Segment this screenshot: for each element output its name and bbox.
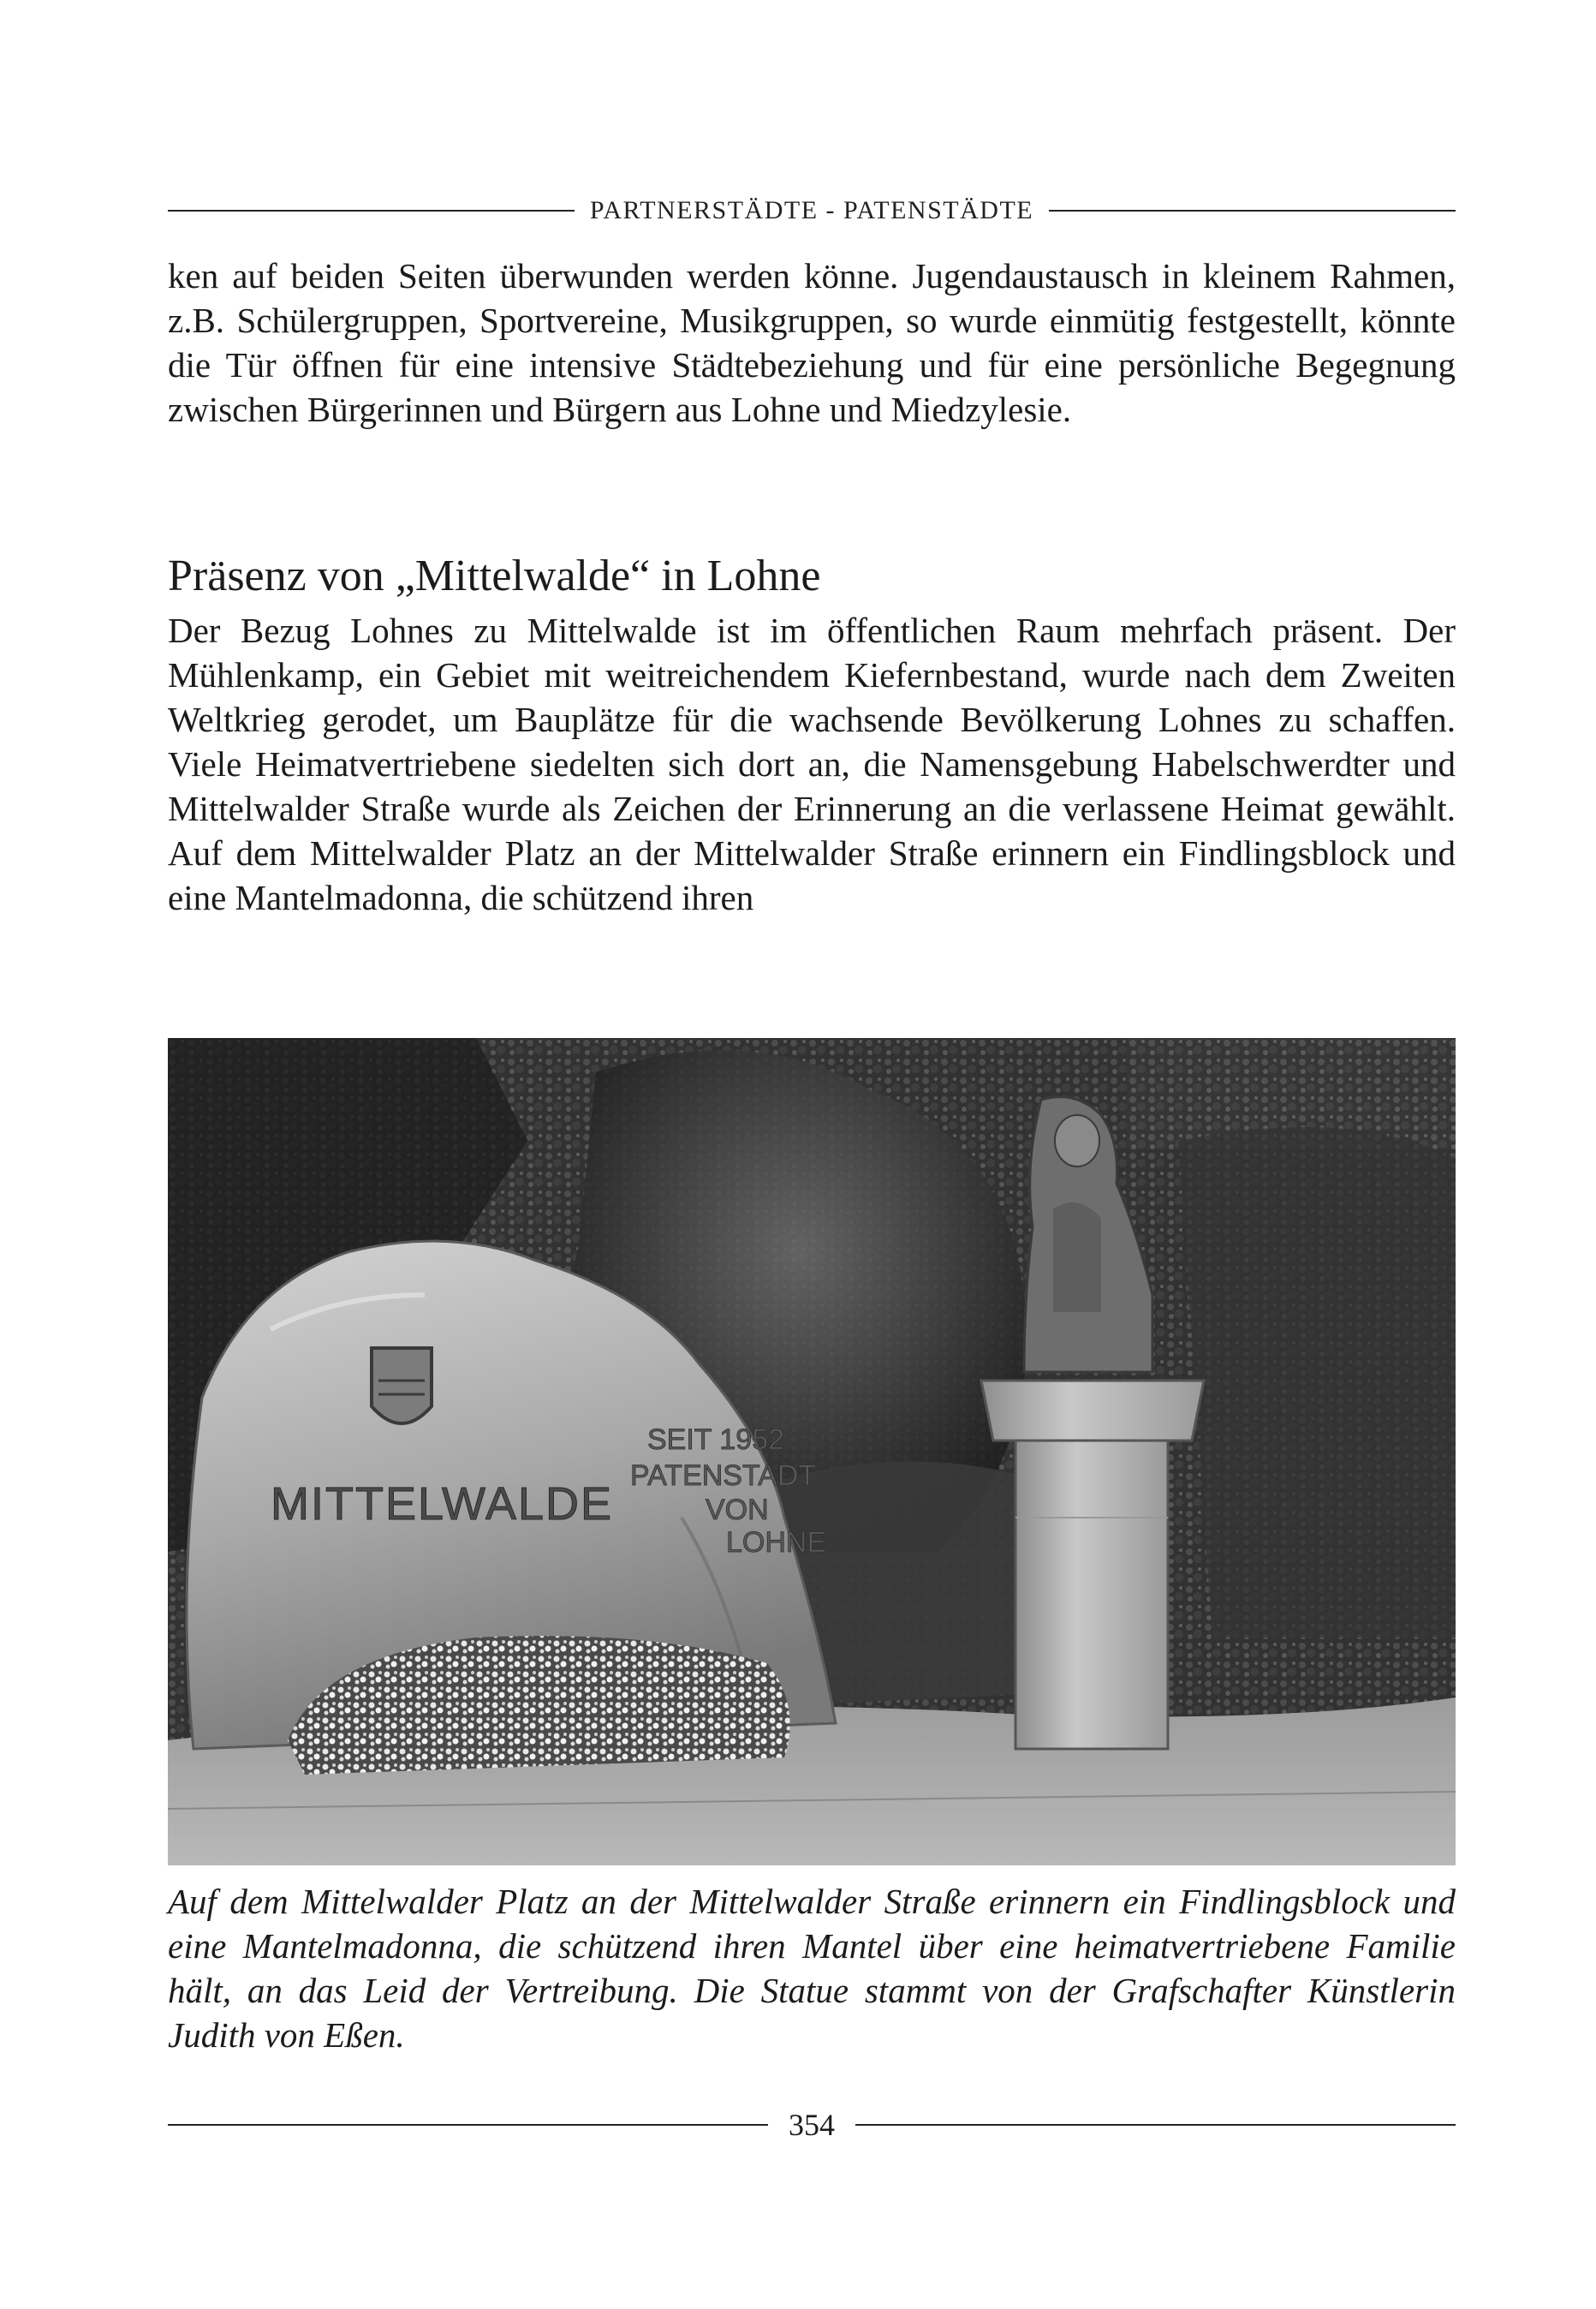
paragraph-2-text: Der Bezug Lohnes zu Mittelwalde ist im öffentlichen Raum mehrfach präsent. Der Mühlenkamp, ein Gebiet mit weitreichendem Kiefernbestand, wurde nach dem Zweiten Weltkrieg gerodet, um Bauplätze für die wachsende Bevölkerung Lohnes zu schaffen. Viele Heimatvertriebene siedelten sich dort an, die Namensgebung Habelschwerdter und Mittelwalder Straße wurde als Zeichen der Erinnerung an die verlassene Heimat gewählt. Auf dem Mittelwalder Platz an der Mittelwalder Straße erinnern ein Findlingsblock und eine Mantelmadonna, die schützend ihren bbox=[168, 611, 1456, 917]
memorial-photo-illustration bbox=[168, 1038, 1456, 1865]
stone-inscription-line-2: PATENSTADT bbox=[630, 1459, 817, 1492]
memorial-photo bbox=[168, 1038, 1456, 1865]
folio-rule-right bbox=[855, 2124, 1456, 2126]
running-head-rule-right bbox=[1049, 210, 1456, 212]
book-page bbox=[168, 0, 1456, 2309]
paragraph-1-text: ken auf beiden Seiten überwunden werden könne. Jugendaustausch in kleinem Rahmen, z.B. Schülergruppen, Sportvereine, Musikgruppen, so wurde einmütig festgestellt, könnte die Tür öffnen für eine intensive Städtebeziehung und für eine persönliche Begegnung zwischen Bürgerinnen und Bürgern aus Lohne und Miedzylesie. bbox=[168, 256, 1456, 429]
stone-inscription-line-3: VON bbox=[706, 1494, 769, 1526]
folio bbox=[168, 2103, 1456, 2146]
page-number: 354 bbox=[789, 2108, 835, 2142]
paragraph-section bbox=[168, 608, 1456, 920]
stone-inscription-line-1: SEIT 1952 bbox=[647, 1423, 785, 1456]
section-heading: Präsenz von „Mittelwalde“ in Lohne bbox=[168, 552, 821, 600]
photo-caption bbox=[168, 1879, 1456, 2057]
folio-rule-left bbox=[168, 2124, 768, 2126]
paragraph-continued bbox=[168, 254, 1456, 432]
photo-caption-text: Auf dem Mittelwalder Platz an der Mittelwalder Straße erinnern ein Findlingsblock und eine Mantelmadonna, die schützend ihren Mantel über eine heimatvertriebene Familie hält, an das Leid der Vertreibung. Die Statue stammt von der Grafschafter Künstlerin Judith von Eßen. bbox=[168, 1882, 1456, 2055]
stone-inscription-line-4: LOHNE bbox=[726, 1526, 827, 1559]
running-head bbox=[168, 188, 1456, 233]
stone-inscription-main: MITTELWALDE bbox=[271, 1478, 614, 1530]
running-head-rule-left bbox=[168, 210, 575, 212]
running-head-title: PARTNERSTÄDTE - PATENSTÄDTE bbox=[589, 196, 1034, 224]
